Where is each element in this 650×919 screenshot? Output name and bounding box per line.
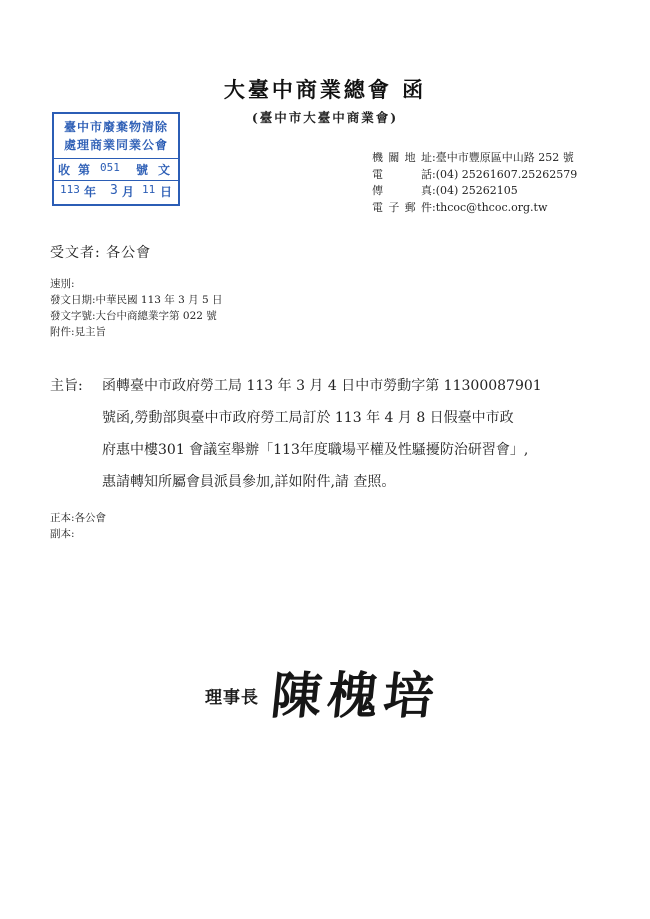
copy-label: 副本: xyxy=(50,528,75,540)
stamp-number-row xyxy=(54,158,178,180)
signature-title: 理事長 xyxy=(205,688,259,708)
address-label: 機關地址 xyxy=(372,151,432,164)
subject-content xyxy=(102,370,610,498)
stamp-date-month: 3 xyxy=(110,183,118,198)
copies-block xyxy=(50,510,106,542)
stamp-day-label: 日 xyxy=(160,185,173,199)
stamp-org-line1: 臺中市廢棄物清除 xyxy=(63,120,168,134)
stamp-date-year: 113 xyxy=(60,183,80,196)
recipient-label: 受文者: xyxy=(50,245,101,261)
recipient-value: 各公會 xyxy=(106,245,152,261)
address-value: 臺中市豐原區中山路 252 號 xyxy=(435,151,574,164)
fax-value: (04) 25262105 xyxy=(435,184,518,197)
email-label: 電子郵件 xyxy=(372,200,432,214)
fax-label: 傳真 xyxy=(372,184,432,197)
attachment-label: 附件: xyxy=(50,326,75,338)
subject-label: 主旨: xyxy=(50,378,83,394)
email-value: thcoc@thcoc.org.tw xyxy=(435,200,548,214)
document-subtitle: (臺中市大臺中商業會) xyxy=(251,110,399,125)
doc-number-value: 大台中商總業字第 022 號 xyxy=(95,310,217,322)
stamp-year-label: 年 xyxy=(84,185,97,199)
subject-line: 惠請轉知所屬會員派員參加,詳如附件,請 查照。 xyxy=(102,474,396,490)
subject-line: 函轉臺中市政府勞工局 113 年 3 月 4 日中市勞動字第 11300087901 xyxy=(102,378,542,394)
stamp-doc-label: 文 xyxy=(158,163,171,177)
doc-number-label: 發文字號: xyxy=(50,310,96,322)
original-label: 正本: xyxy=(50,512,75,524)
attachment-value: 見主旨 xyxy=(74,326,107,338)
phone-label: 電話 xyxy=(372,167,432,181)
stamp-org-line2: 處理商業同業公會 xyxy=(63,138,168,152)
receipt-stamp xyxy=(52,112,180,206)
stamp-number-suffix: 號 xyxy=(136,163,149,177)
date-value: 中華民國 113 年 3 月 5 日 xyxy=(95,294,223,306)
stamp-number-label: 第 xyxy=(78,163,91,177)
document-title: 大臺中商業總會 函 xyxy=(223,77,427,102)
original-value: 各公會 xyxy=(74,512,107,524)
stamp-receipt-label: 收 xyxy=(58,163,71,177)
contact-block: 機關地址:臺中市豐原區中山路 252 號 電話:(04) 25261607.25262579 傳真:(04) 25262105 電子郵件:thcoc@thcoc.org.tw xyxy=(372,150,577,216)
speed-label: 速別: xyxy=(50,278,75,290)
stamp-number-value: 051 xyxy=(100,161,120,174)
recipient-line xyxy=(50,242,151,262)
document-meta xyxy=(50,276,222,340)
stamp-date-row xyxy=(54,180,178,202)
stamp-date-day: 11 xyxy=(142,183,156,196)
date-label: 發文日期: xyxy=(50,294,96,306)
subject-line: 府惠中樓301 會議室舉辦「113年度職場平權及性騷擾防治研習會」, xyxy=(102,442,529,458)
signature-name: 陳槐培 xyxy=(268,666,443,725)
stamp-month-label: 月 xyxy=(122,185,135,199)
subject-line: 號函,勞動部與臺中市政府勞工局訂於 113 年 4 月 8 日假臺中市政 xyxy=(102,410,514,426)
phone-value: (04) 25261607.25262579 xyxy=(435,167,578,181)
